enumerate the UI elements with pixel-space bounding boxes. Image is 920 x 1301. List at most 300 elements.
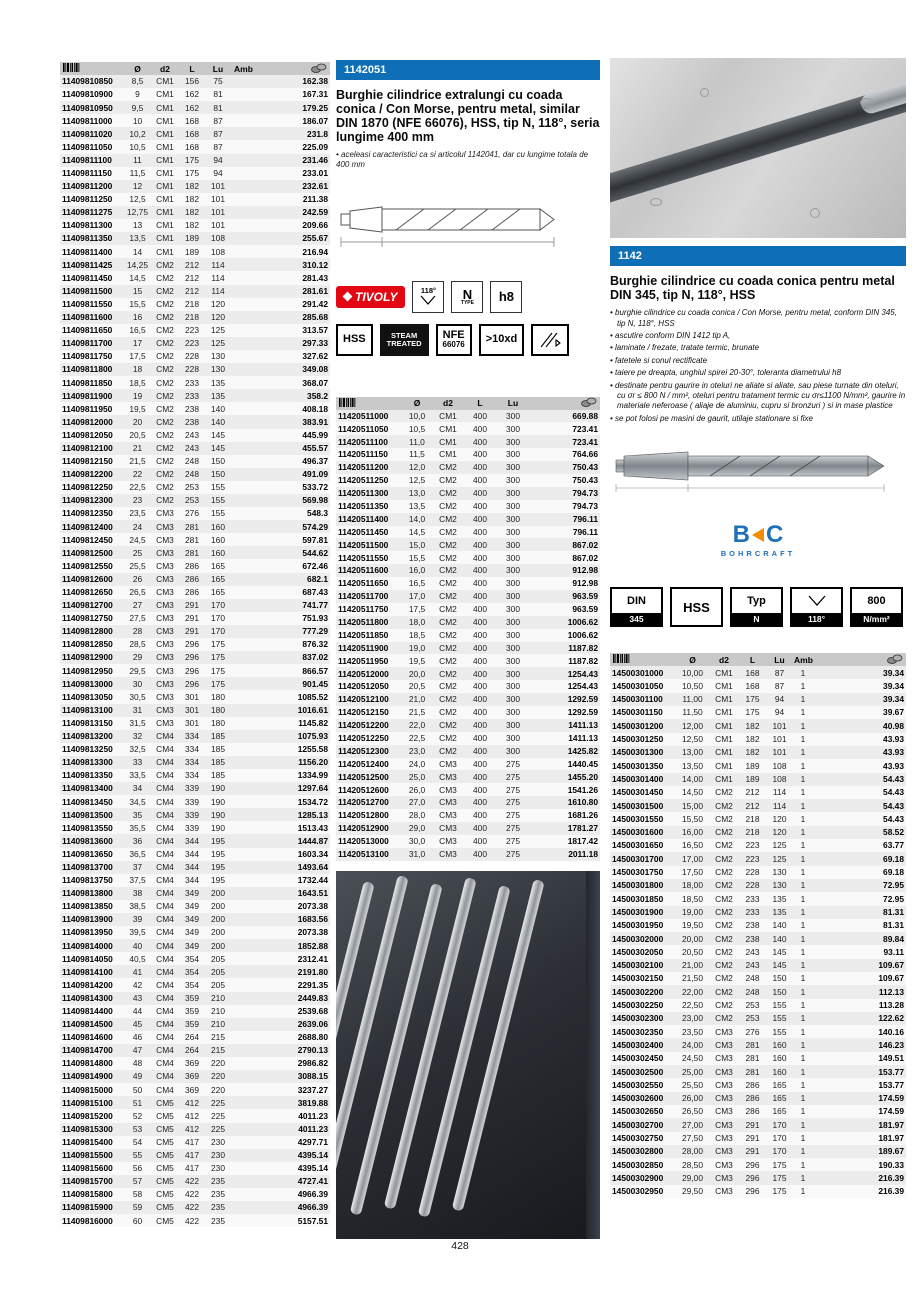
spec-cell: 168 [185, 128, 199, 139]
table-row [610, 693, 906, 706]
price-cell: 963.59 [572, 591, 598, 602]
spec-cell: 400 [473, 642, 487, 653]
product-id-cell: 11409812250 [62, 482, 113, 493]
table-row [60, 350, 330, 363]
spec-cell: CM4 [156, 888, 174, 899]
price-cell: 777.29 [302, 626, 328, 637]
price-cell: 216.39 [878, 1172, 904, 1183]
spec-cell: CM3 [156, 521, 174, 532]
spec-cell: 165 [772, 1106, 787, 1117]
spec-cell: 349 [185, 927, 199, 938]
article-banner-1142: 1142 [610, 246, 906, 266]
col-header-diameter: Ø [124, 62, 151, 75]
spec-cell: 286 [185, 573, 199, 584]
spec-cell: 1 [800, 867, 806, 878]
spec-cell: 233 [185, 377, 199, 388]
price-cell: 2449.83 [297, 992, 328, 1003]
price-cell: 1411.13 [568, 733, 598, 743]
spec-cell: 175 [745, 707, 760, 718]
price-cell: 310.12 [302, 259, 328, 270]
product-id-cell: 14500301250 [612, 734, 664, 745]
spec-cell: 160 [211, 534, 225, 545]
spec-cell: 185 [211, 731, 225, 742]
price-cell: 750.43 [572, 462, 598, 473]
spec-cell: 175 [772, 1159, 787, 1170]
spec-cell: 300 [506, 733, 520, 743]
section-title: Burghie cilindrice cu coada conica pentru metal DIN 345, tip N, 118°, HSS [610, 274, 895, 303]
spec-cell: 422 [185, 1202, 199, 1213]
product-id-cell: 11409814100 [62, 966, 113, 977]
spec-cell: 120 [211, 298, 225, 309]
table-row [60, 1123, 330, 1136]
spec-cell: 125 [211, 325, 225, 336]
spec-cell: CM1 [715, 734, 733, 745]
product-id-cell: 11409815300 [62, 1123, 113, 1134]
spec-cell [231, 429, 256, 442]
spec-cell: 205 [211, 966, 225, 977]
price-cell: 190.33 [878, 1159, 904, 1170]
spec-cell: 1 [800, 827, 806, 838]
spec-cell: 400 [473, 488, 487, 499]
spec-cell: 20,5 [408, 681, 426, 692]
spec-cell: 369 [185, 1058, 199, 1069]
spec-cell: 400 [473, 591, 487, 602]
spec-cell: 212 [185, 285, 199, 296]
spec-cell: 300 [506, 681, 520, 692]
spec-cell: CM2 [439, 500, 457, 511]
spec-cell: 101 [772, 747, 787, 758]
price-cell: 349.08 [302, 364, 328, 375]
table-row [60, 1096, 330, 1109]
spec-cell: 53 [132, 1123, 143, 1134]
product-id-cell: 11409814200 [62, 979, 113, 990]
table-row [60, 494, 330, 507]
tivoly-label: TIVOLY [355, 289, 398, 304]
point-angle-icon [419, 295, 437, 306]
spec-cell: 140 [772, 920, 787, 931]
product-id-cell: 11409811400 [62, 246, 113, 257]
table-row [336, 835, 600, 848]
price-cell: 3819.88 [297, 1097, 328, 1108]
spec-cell: 101 [211, 207, 225, 218]
spec-cell: 349 [185, 888, 199, 899]
product-id-cell: 11409811200 [62, 181, 113, 192]
spec-cell: 180 [211, 717, 225, 728]
spec-cell: 412 [185, 1097, 199, 1108]
spec-cell: 14,50 [682, 787, 703, 798]
price-cell: 2291.35 [297, 979, 328, 990]
product-id-cell: 11420512800 [338, 810, 389, 821]
spec-cell: 200 [211, 914, 225, 925]
strength-unit-label: N/mm² [852, 613, 901, 625]
product-id-cell: 11409813150 [62, 717, 113, 728]
spec-cell: 13 [132, 220, 143, 231]
spec-cell: 359 [185, 1006, 199, 1016]
spec-cell: 354 [185, 979, 199, 990]
price-cell: 4727.41 [297, 1176, 328, 1187]
spec-cell: CM2 [439, 694, 457, 705]
table-row [610, 972, 906, 985]
spec-cell: CM4 [156, 757, 174, 768]
spec-cell: 354 [185, 953, 199, 964]
price-cell: 93.11 [883, 946, 904, 957]
product-table-left [60, 62, 330, 1227]
spec-cell: 400 [473, 823, 487, 834]
price-cell: 43.93 [883, 760, 904, 771]
table-row [60, 455, 330, 468]
spec-cell: 210 [211, 1006, 225, 1016]
spec-cell: 1 [800, 773, 806, 784]
spec-cell: CM2 [156, 338, 174, 349]
spec-cell: 212 [185, 272, 199, 283]
spec-cell: 369 [185, 1071, 199, 1082]
spec-cell [231, 808, 256, 821]
spec-cell: 155 [772, 1013, 787, 1024]
spec-cell: CM4 [156, 783, 174, 794]
price-cell: 112.13 [878, 986, 904, 997]
table-header-row [610, 653, 906, 666]
price-cell: 291.42 [302, 298, 328, 309]
price-cell: 1187.82 [568, 655, 598, 666]
table-row [60, 1109, 330, 1122]
spec-cell: 120 [772, 813, 787, 824]
product-id-cell: 11420512500 [338, 771, 389, 782]
spec-cell: CM4 [156, 1019, 174, 1030]
spec-cell: 301 [185, 704, 199, 715]
product-id-cell: 11409812300 [62, 495, 113, 506]
spec-cell: CM2 [439, 616, 457, 627]
spec-cell: 190 [211, 809, 225, 820]
spec-cell: CM4 [156, 822, 174, 833]
spec-cell: 223 [745, 853, 760, 864]
spec-cell: CM3 [439, 849, 457, 860]
spec-cell: 400 [473, 836, 487, 847]
price-cell: 1610.80 [567, 797, 598, 808]
spec-cell: CM1 [156, 141, 174, 152]
spec-cell: 180 [211, 704, 225, 715]
product-id-cell: 11409811700 [62, 338, 113, 349]
price-cell: 186.07 [302, 115, 328, 126]
steam-label-2: TREATED [386, 338, 422, 348]
spec-cell: 264 [185, 1045, 199, 1056]
spec-cell: 218 [185, 298, 199, 309]
spec-cell [231, 1136, 256, 1149]
price-cell: 149.51 [878, 1053, 904, 1064]
spec-cell: 1 [800, 973, 806, 984]
spec-cell: 23,0 [408, 745, 426, 756]
spec-cell: 26,50 [682, 1106, 703, 1117]
price-cell: 1444.87 [297, 835, 328, 846]
product-id-cell: 11409812150 [62, 456, 113, 467]
price-cell: 682.1 [307, 573, 328, 584]
table-row [610, 852, 906, 865]
price-cell: 162.38 [302, 76, 328, 87]
spec-cell [231, 1018, 256, 1031]
table-row [336, 603, 600, 616]
table-row [60, 612, 330, 625]
table-row [610, 759, 906, 772]
product-id-cell: 11409811550 [62, 298, 113, 309]
spec-cell: CM2 [156, 298, 174, 309]
spec-cell: 225 [211, 1110, 225, 1121]
spec-cell: 11,0 [409, 436, 425, 447]
spec-cell: 9,5 [131, 102, 144, 113]
spec-cell: 300 [506, 436, 520, 447]
price-cell: 1643.51 [297, 888, 328, 899]
spec-cell: 160 [772, 1039, 787, 1050]
spec-cell: 339 [185, 796, 199, 807]
product-id-cell: 14500301950 [612, 920, 664, 931]
badge-800-nmm2 [850, 587, 903, 627]
spec-cell: CM2 [156, 442, 174, 453]
spec-cell: 400 [473, 616, 487, 627]
spec-cell [231, 415, 256, 428]
product-id-cell: 11409815100 [62, 1097, 113, 1108]
spec-cell: 235 [211, 1215, 225, 1226]
product-id-cell: 11409813800 [62, 888, 113, 899]
spec-cell: CM1 [156, 194, 174, 205]
spec-cell: CM3 [715, 1119, 733, 1130]
spec-cell: 26 [132, 573, 143, 584]
spec-cell: CM2 [439, 513, 457, 524]
price-cell: 1255.58 [297, 744, 328, 755]
spec-cell [231, 337, 256, 350]
price-header-cell [256, 62, 330, 75]
price-cell: 750.43 [572, 475, 598, 486]
product-id-cell: 14500301800 [612, 880, 664, 891]
product-id-cell: 11420512050 [338, 681, 389, 692]
spec-cell: 334 [185, 757, 199, 768]
price-cell: 153.77 [878, 1066, 904, 1077]
spec-cell: CM4 [156, 1006, 174, 1016]
bohrcraft-logo-mark [610, 523, 906, 547]
table-row [60, 599, 330, 612]
spec-cell: 18,50 [682, 893, 703, 904]
spec-cell [231, 245, 256, 258]
spec-cell: 230 [211, 1163, 225, 1174]
spec-cell [231, 127, 256, 140]
table-row [336, 474, 600, 487]
spec-cell: 23 [132, 495, 143, 506]
spec-cell: CM2 [715, 933, 733, 944]
spec-cell: 400 [473, 500, 487, 511]
spec-cell: CM3 [156, 613, 174, 624]
spec-cell: CM4 [156, 953, 174, 964]
product-id-cell: 11409814050 [62, 953, 113, 964]
spec-cell: 12,50 [682, 734, 703, 745]
table-row [60, 546, 330, 559]
spec-cell: 400 [473, 513, 487, 524]
product-id-cell: 14500302250 [612, 1000, 664, 1011]
badge-drill-shape [531, 324, 569, 356]
product-id-cell: 11420512600 [338, 784, 389, 795]
hss-label: HSS [683, 599, 710, 615]
price-cell: 58.52 [883, 827, 904, 838]
spec-cell [231, 900, 256, 913]
spec-cell: 215 [211, 1045, 225, 1056]
product-id-cell: 11409813600 [62, 835, 113, 846]
spec-cell: CM5 [156, 1163, 174, 1174]
product-id-cell: 14500301500 [612, 800, 664, 811]
badge-118-degrees [790, 587, 843, 627]
spec-cell: 155 [772, 1026, 787, 1037]
table-row [60, 232, 330, 245]
spec-cell [231, 258, 256, 271]
product-table-right [610, 653, 906, 1198]
spec-cell: 359 [185, 992, 199, 1003]
price-cell: 232.61 [302, 181, 328, 192]
spec-cell: 281 [745, 1053, 760, 1064]
spec-cell: 16,5 [129, 325, 146, 336]
product-id-cell: 11420511850 [338, 629, 389, 640]
spec-cell: 8,5 [131, 76, 144, 87]
table-row [336, 629, 600, 642]
spec-cell: 205 [211, 953, 225, 964]
product-id-cell: 11420512150 [338, 707, 389, 718]
price-cell: 1156.20 [298, 757, 328, 768]
product-id-cell: 11409814000 [62, 940, 113, 951]
product-id-cell: 11420512000 [338, 668, 389, 679]
feature-bullet-list [610, 308, 906, 424]
spec-cell: CM2 [715, 946, 733, 957]
spec-cell: CM3 [156, 639, 174, 650]
spec-cell [231, 206, 256, 219]
spec-cell: 369 [185, 1084, 199, 1095]
product-id-cell: 11409812750 [62, 613, 113, 624]
spec-cell: 37 [132, 861, 143, 872]
price-cell: 569.98 [302, 495, 328, 506]
spec-cell: 87 [213, 115, 223, 126]
spec-cell [231, 455, 256, 468]
product-id-cell: 11409811350 [62, 233, 113, 244]
product-id-cell: 11420511300 [338, 488, 389, 499]
spec-cell [231, 376, 256, 389]
spec-cell: 238 [185, 416, 199, 427]
spec-cell: 235 [211, 1176, 225, 1187]
strength-label: 800 [867, 595, 886, 608]
spec-cell: 13,5 [408, 500, 426, 511]
spec-cell [231, 402, 256, 415]
spec-cell [231, 612, 256, 625]
spec-cell [231, 730, 256, 743]
table-row [60, 285, 330, 298]
price-cell: 1440.45 [567, 758, 598, 769]
product-id-cell: 11409815000 [62, 1084, 113, 1095]
spec-cell: 175 [211, 678, 225, 689]
price-cell: 231.46 [302, 154, 328, 165]
price-cell: 1493.64 [297, 861, 328, 872]
spec-cell: 15,00 [682, 800, 703, 811]
spec-cell: 182 [745, 734, 760, 745]
product-id-cell: 11409812800 [62, 626, 113, 637]
spec-cell: 334 [185, 731, 199, 742]
spec-cell: 36,5 [129, 848, 146, 859]
spec-cell: CM4 [156, 914, 174, 925]
spec-cell: 296 [745, 1159, 760, 1170]
spec-cell: 1 [800, 1132, 806, 1143]
table-row [60, 808, 330, 821]
barcode-icon [63, 63, 81, 72]
spec-cell: 1 [800, 933, 806, 944]
spec-cell: 400 [473, 849, 487, 860]
product-id-cell: 11409815200 [62, 1110, 113, 1121]
price-cell: 69.18 [883, 867, 904, 878]
spec-cell: 17,5 [408, 604, 426, 615]
table-row [60, 559, 330, 572]
spec-cell: 1 [800, 880, 806, 891]
spec-cell: 14,25 [127, 259, 148, 270]
price-cell: 496.37 [302, 456, 328, 467]
price-cell: 89.84 [883, 933, 904, 944]
product-id-cell: 11409811500 [62, 285, 113, 296]
spec-cell [231, 232, 256, 245]
price-cell: 146.23 [878, 1039, 904, 1050]
product-id-cell: 11409812050 [62, 429, 113, 440]
spec-cell [231, 350, 256, 363]
price-cell: 122.62 [878, 1013, 904, 1024]
spec-cell [231, 743, 256, 756]
spec-cell: 248 [745, 986, 760, 997]
spec-cell: CM3 [715, 1106, 733, 1117]
spec-cell: 165 [772, 1093, 787, 1104]
spec-cell: CM2 [156, 272, 174, 283]
spec-cell: 15,0 [408, 539, 426, 550]
spec-cell: 1 [800, 960, 806, 971]
price-cell: 109.67 [878, 960, 904, 971]
spec-cell: 1 [800, 840, 806, 851]
spec-cell: 10,00 [682, 667, 703, 678]
spec-cell [231, 638, 256, 651]
product-id-cell: 14500301550 [612, 813, 664, 824]
spec-cell: 195 [211, 848, 225, 859]
spec-cell: 400 [473, 462, 487, 473]
h8-label: h8 [498, 289, 515, 304]
spec-cell: 291 [745, 1119, 760, 1130]
spec-cell [231, 546, 256, 559]
table-row [610, 866, 906, 879]
product-id-cell: 14500302000 [612, 933, 664, 944]
product-id-cell: 11409812600 [62, 573, 113, 584]
spec-cell: CM3 [439, 771, 457, 782]
spec-cell: 10,5 [408, 423, 426, 434]
product-id-cell: 11420512900 [338, 823, 389, 834]
spec-cell: 1 [800, 694, 806, 705]
spec-cell [231, 821, 256, 834]
din-345-label: 345 [612, 613, 661, 625]
spec-cell: CM3 [715, 1066, 733, 1077]
spec-cell: 9 [135, 89, 140, 100]
spec-cell: CM4 [156, 966, 174, 977]
spec-cell [231, 75, 256, 88]
spec-cell: 300 [506, 655, 520, 666]
table-row [610, 1171, 906, 1184]
product-id-cell: 11409812850 [62, 639, 113, 650]
spec-cell [231, 520, 256, 533]
spec-cell: 400 [473, 694, 487, 705]
spec-cell: 212 [745, 787, 760, 798]
product-id-cell: 11409811850 [62, 377, 113, 388]
price-cell: 327.62 [302, 351, 328, 362]
spec-cell: CM2 [715, 827, 733, 838]
product-id-cell: 11420511900 [338, 642, 389, 653]
spec-cell: 175 [185, 168, 199, 178]
spec-cell [231, 1096, 256, 1109]
spec-cell: 1 [800, 1039, 806, 1050]
spec-cell: CM4 [156, 770, 174, 781]
spec-cell: 300 [506, 423, 520, 434]
table-row [60, 677, 330, 690]
spec-cell: 291 [185, 626, 199, 637]
